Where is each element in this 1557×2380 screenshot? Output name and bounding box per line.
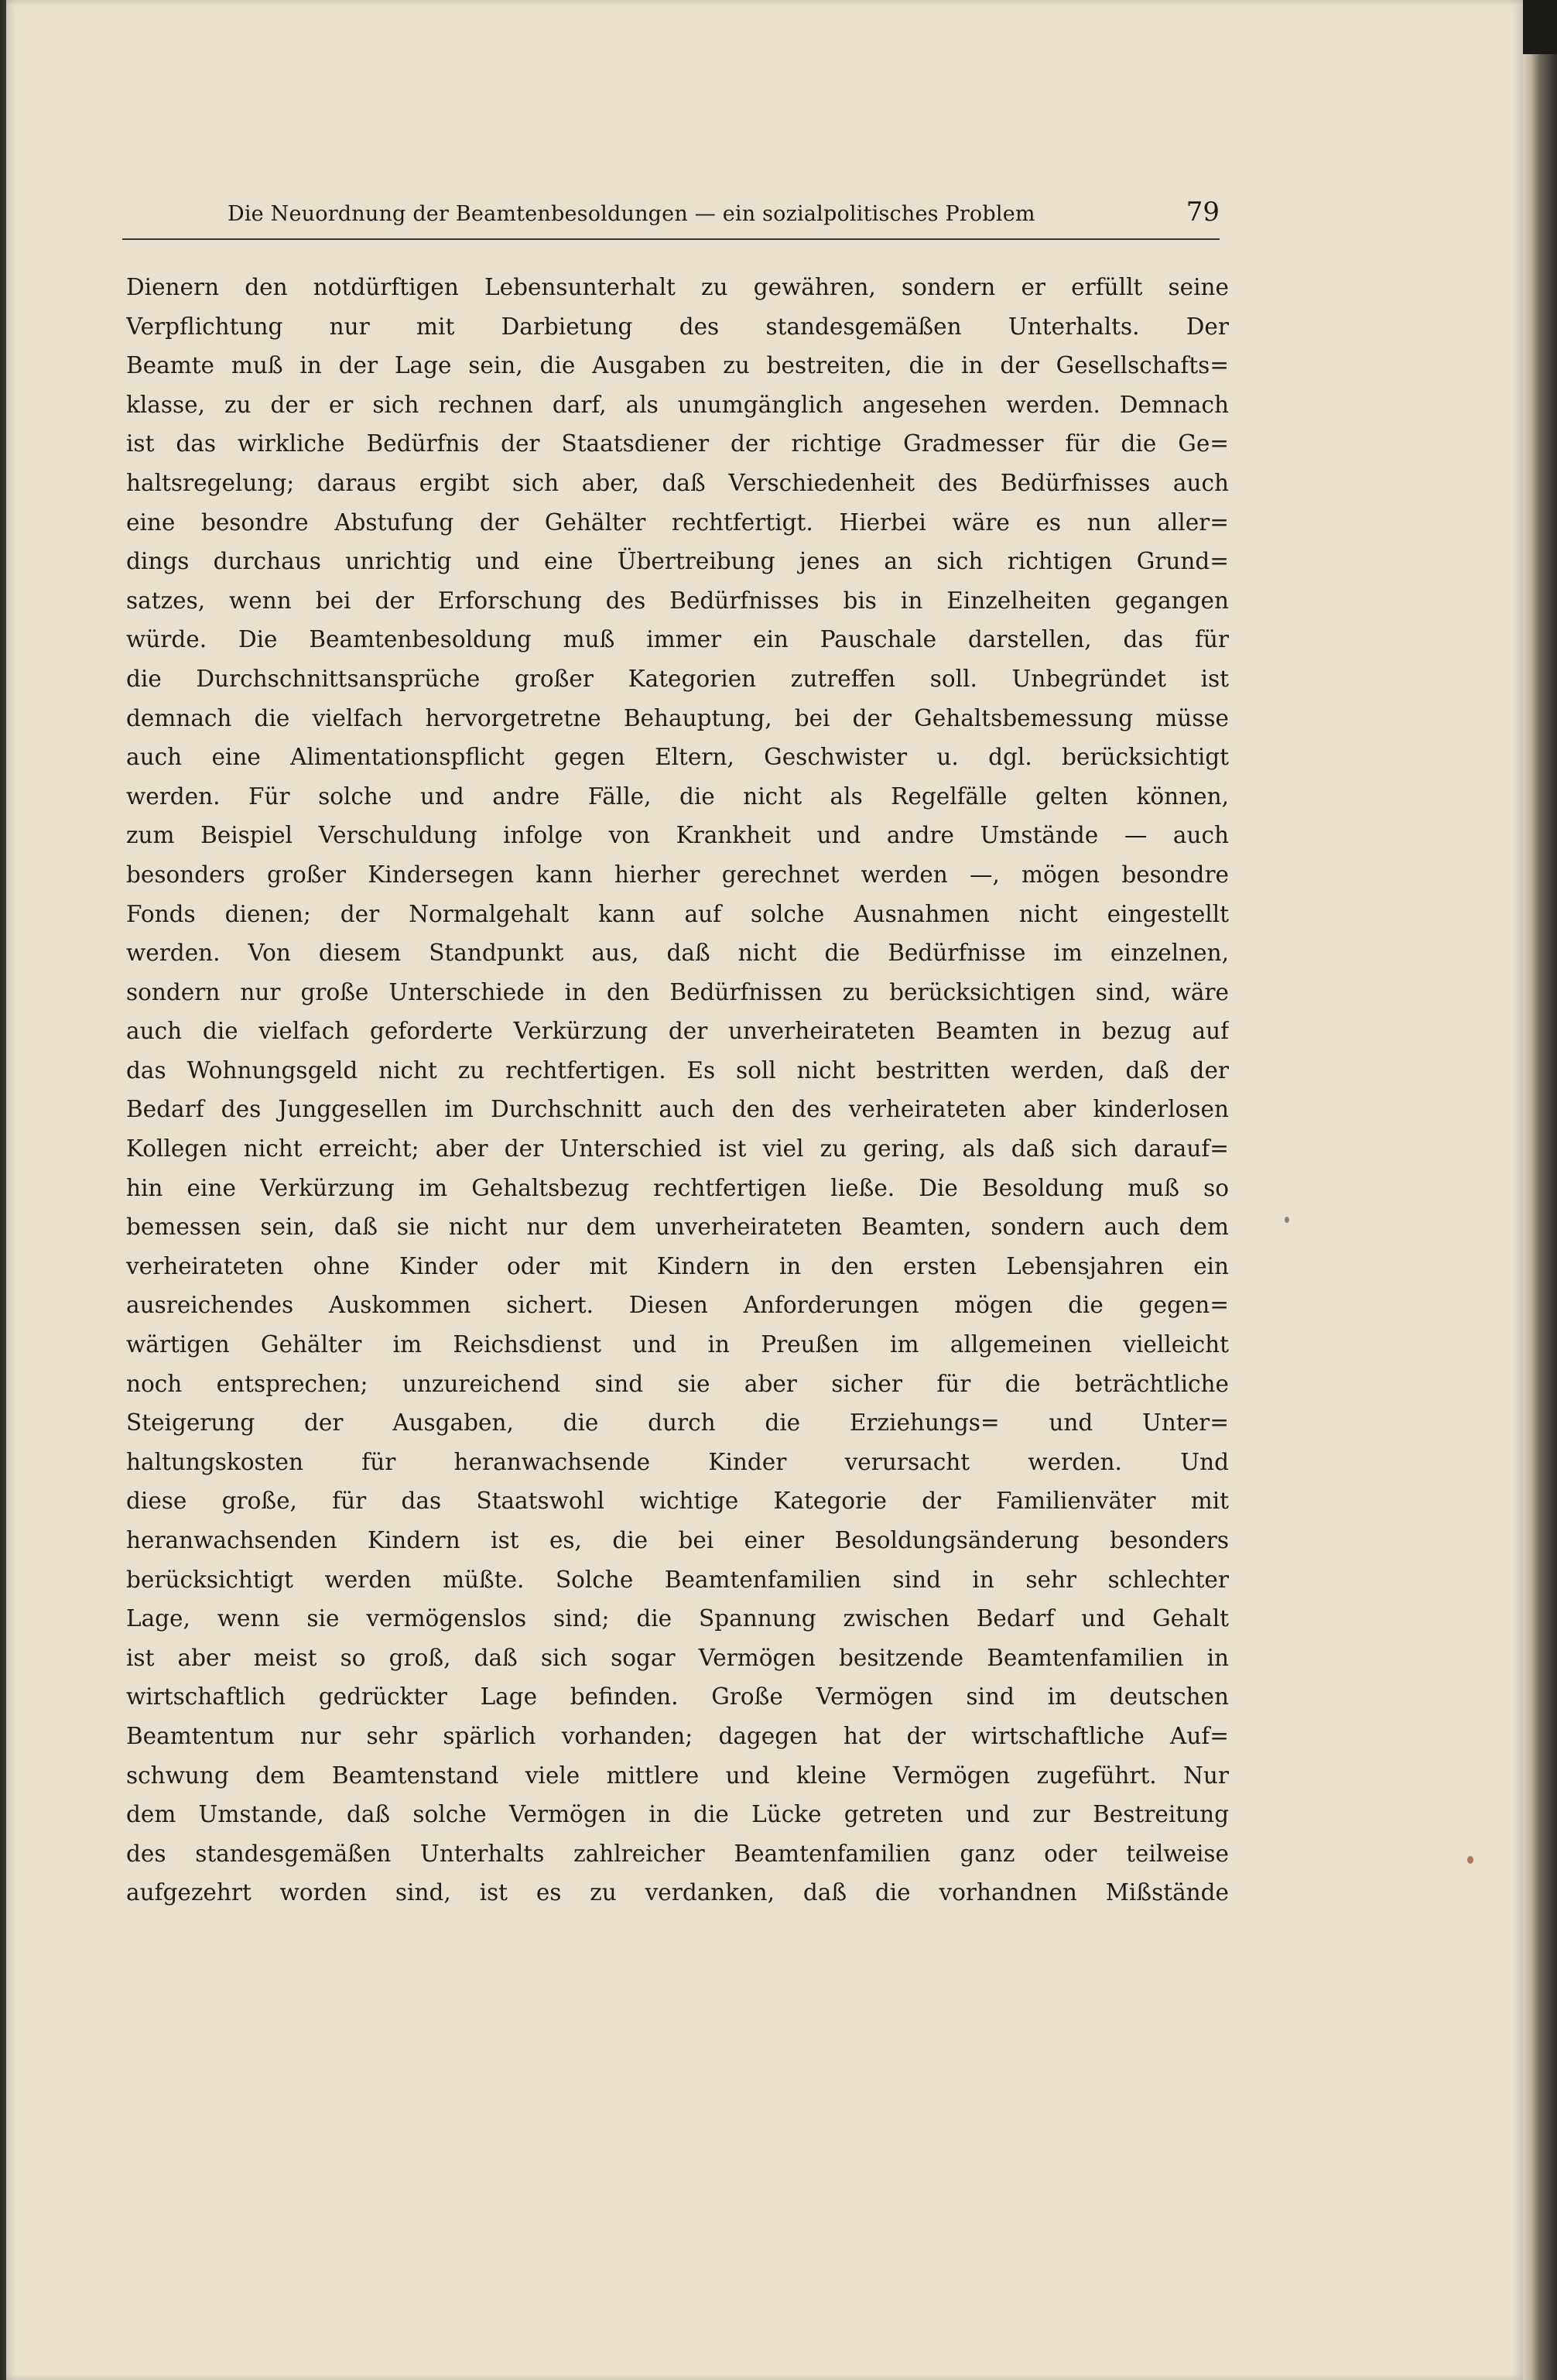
text-line: berücksichtigt werden müßte. Solche Beamtenfamilien sind in sehr schlechter bbox=[126, 1566, 1229, 1593]
text-line: aufgezehrt worden sind, ist es zu verdanken, daß die vorhandnen Mißstände bbox=[126, 1879, 1229, 1906]
text-line: Verpflichtung nur mit Darbietung des standesgemäßen Unterhalts. Der bbox=[126, 313, 1229, 340]
page-edge-shadow bbox=[1523, 0, 1557, 2380]
paper-speck bbox=[1467, 1856, 1473, 1864]
text-line: auch eine Alimentationspflicht gegen Eltern, Geschwister u. dgl. berücksichtigt bbox=[126, 744, 1229, 771]
text-line: würde. Die Beamtenbesoldung muß immer ein Pauschale darstellen, das für bbox=[126, 626, 1229, 653]
body-text bbox=[126, 268, 1229, 1913]
text-line: Beamte muß in der Lage sein, die Ausgaben zu bestreiten, die in der Gesellschafts= bbox=[126, 352, 1229, 379]
text-line: verheirateten ohne Kinder oder mit Kindern in den ersten Lebensjahren ein bbox=[126, 1252, 1229, 1279]
text-line: das Wohnungsgeld nicht zu rechtfertigen. Es soll nicht bestritten werden, daß der bbox=[126, 1056, 1229, 1084]
text-line: bemessen sein, daß sie nicht nur dem unverheirateten Beamten, sondern auch dem bbox=[126, 1214, 1229, 1241]
text-line: dem Umstande, daß solche Vermögen in die Lücke getreten und zur Bestreitung bbox=[126, 1801, 1229, 1828]
text-line: besonders großer Kindersegen kann hierher gerechnet werden —, mögen besondre bbox=[126, 861, 1229, 888]
text-line: schwung dem Beamtenstand viele mittlere und kleine Vermögen zugeführt. Nur bbox=[126, 1762, 1229, 1789]
text-line: Dienern den notdürftigen Lebensunterhalt zu gewähren, sondern er erfüllt seine bbox=[126, 274, 1229, 300]
text-line: hin eine Verkürzung im Gehaltsbezug rechtfertigen ließe. Die Besoldung muß so bbox=[126, 1174, 1229, 1201]
text-line: noch entsprechen; unzureichend sind sie aber sicher für die beträchtliche bbox=[126, 1370, 1229, 1397]
text-line: heranwachsenden Kindern ist es, die bei einer Besoldungsänderung besonders bbox=[126, 1527, 1229, 1553]
text-line: zum Beispiel Verschuldung infolge von Krankheit und andre Umstände — auch bbox=[126, 822, 1229, 849]
text-line: werden. Für solche und andre Fälle, die nicht als Regelfälle gelten können, bbox=[126, 782, 1229, 810]
text-line: dings durchaus unrichtig und eine Übertreibung jenes an sich richtigen Grund= bbox=[126, 548, 1229, 575]
page-number: 79 bbox=[1186, 197, 1220, 228]
text-line: Steigerung der Ausgaben, die durch die Erziehungs= und Unter= bbox=[126, 1409, 1229, 1437]
text-line: Beamtentum nur sehr spärlich vorhanden; dagegen hat der wirtschaftliche Auf= bbox=[126, 1722, 1229, 1749]
text-line: Lage, wenn sie vermögenslos sind; die Spannung zwischen Bedarf und Gehalt bbox=[126, 1605, 1229, 1632]
text-line: die Durchschnittsansprüche großer Kategorien zutreffen soll. Unbegründet ist bbox=[126, 665, 1229, 692]
text-line: satzes, wenn bei der Erforschung des Bedürfnisses bis in Einzelheiten gegangen bbox=[126, 587, 1229, 614]
text-line: ausreichendes Auskommen sichert. Diesen Anforderungen mögen die gegen= bbox=[126, 1292, 1229, 1319]
book-page bbox=[6, 0, 1523, 2380]
text-line: demnach die vielfach hervorgetretne Behauptung, bei der Gehaltsbemessung müsse bbox=[126, 704, 1229, 731]
running-title: Die Neuordnung der Beamtenbesoldungen — ein sozialpolitisches Problem bbox=[228, 202, 1035, 226]
text-line: eine besondre Abstufung der Gehälter rechtfertigt. Hierbei wäre es nun aller= bbox=[126, 509, 1229, 536]
text-line: sondern nur große Unterschiede in den Bedürfnissen zu berücksichtigen sind, wäre bbox=[126, 978, 1229, 1005]
text-line: wirtschaftlich gedrückter Lage befinden. Große Vermögen sind im deutschen bbox=[126, 1683, 1229, 1711]
text-line: klasse, zu der er sich rechnen darf, als unumgänglich angesehen werden. Demnach bbox=[126, 391, 1229, 418]
text-line: ist aber meist so groß, daß sich sogar Vermögen besitzende Beamtenfamilien in bbox=[126, 1644, 1229, 1671]
page-header bbox=[122, 197, 1220, 232]
text-line: des standesgemäßen Unterhalts zahlreicher Beamtenfamilien ganz oder teilweise bbox=[126, 1840, 1229, 1867]
header-rule bbox=[122, 238, 1220, 240]
text-line: Fonds dienen; der Normalgehalt kann auf solche Ausnahmen nicht eingestellt bbox=[126, 900, 1229, 927]
text-line: werden. Von diesem Standpunkt aus, daß nicht die Bedürfnisse im einzelnen, bbox=[126, 940, 1229, 967]
text-line: Kollegen nicht erreicht; aber der Unterschied ist viel zu gering, als daß sich darauf= bbox=[126, 1135, 1229, 1163]
scan-corner bbox=[1523, 0, 1557, 54]
text-line: auch die vielfach geforderte Verkürzung der unverheirateten Beamten in bezug auf bbox=[126, 1018, 1229, 1045]
text-line: Bedarf des Junggesellen im Durchschnitt auch den des verheirateten aber kinderlosen bbox=[126, 1096, 1229, 1123]
text-line: haltsregelung; daraus ergibt sich aber, daß Verschiedenheit des Bedürfnisses auch bbox=[126, 469, 1229, 496]
text-line: wärtigen Gehälter im Reichsdienst und in Preußen im allgemeinen vielleicht bbox=[126, 1331, 1229, 1358]
text-line: ist das wirkliche Bedürfnis der Staatsdiener der richtige Gradmesser für die Ge= bbox=[126, 430, 1229, 457]
paper-speck bbox=[1285, 1217, 1289, 1223]
text-line: haltungskosten für heranwachsende Kinder verursacht werden. Und bbox=[126, 1448, 1229, 1475]
text-line: diese große, für das Staatswohl wichtige Kategorie der Familienväter mit bbox=[126, 1488, 1229, 1515]
